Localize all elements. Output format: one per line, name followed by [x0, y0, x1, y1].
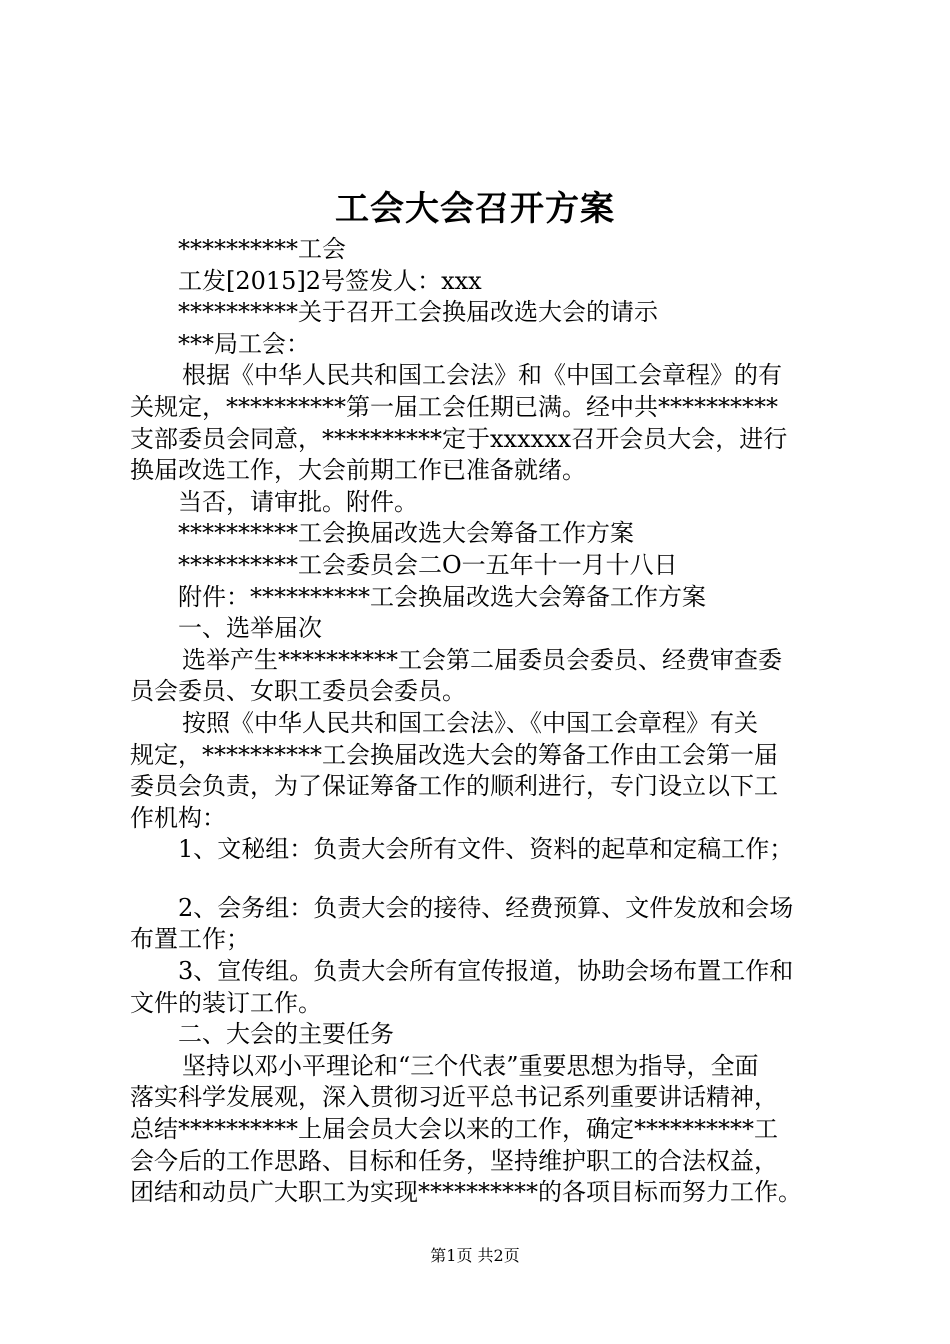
signature-line: **********工会委员会二O一五年十一月十八日	[178, 550, 678, 579]
list-item-continuation: 布置工作；	[130, 925, 250, 954]
paragraph-line: 委员会负责，为了保证筹备工作的顺利进行，专门设立以下工	[130, 772, 778, 801]
paragraph-line: 总结**********上届会员大会以来的工作，确定**********工	[130, 1115, 778, 1144]
paragraph-line: 根据《中华人民共和国工会法》和《中国工会章程》的有	[182, 361, 782, 390]
list-item: 3、宣传组。负责大会所有宣传报道，协助会场布置工作和	[178, 957, 794, 986]
paragraph-line: 坚持以邓小平理论和“三个代表”重要思想为指导，全面	[182, 1051, 759, 1080]
list-item-continuation: 文件的装订工作。	[130, 988, 322, 1017]
document-title: 工会大会召开方案	[335, 189, 615, 229]
section-heading: 二、大会的主要任务	[178, 1020, 394, 1049]
paragraph-line: 换届改选工作，大会前期工作已准备就绪。	[130, 456, 586, 485]
blank-line	[130, 866, 830, 893]
paragraph-line: 员会委员、女职工委员会委员。	[130, 677, 466, 706]
list-item: 2、会务组：负责大会的接待、经费预算、文件发放和会场	[178, 893, 794, 922]
document-body	[130, 234, 830, 1209]
paragraph-line: 会今后的工作思路、目标和任务，坚持维护职工的合法权益，	[130, 1146, 778, 1175]
section-heading: 一、选举届次	[178, 614, 322, 643]
list-item: 1、文秘组：负责大会所有文件、资料的起草和定稿工作；	[178, 835, 794, 864]
paragraph-line: 支部委员会同意，**********定于xxxxxx召开会员大会，进行	[130, 424, 788, 453]
paragraph-line: 选举产生**********工会第二届委员会委员、经费审查委	[182, 645, 782, 674]
page-indicator: 第1页 共2页	[430, 1246, 520, 1265]
paragraph-line: 按照《中华人民共和国工会法》、《中国工会章程》有关	[182, 708, 758, 737]
paragraph-line: 关规定，**********第一届工会任期已满。经中共**********	[130, 392, 778, 421]
request-title-line: **********关于召开工会换届改选大会的请示	[178, 298, 658, 327]
attachment-heading: 附件：**********工会换届改选大会筹备工作方案	[178, 582, 706, 611]
paragraph-line: 规定，**********工会换届改选大会的筹备工作由工会第一届	[130, 740, 778, 769]
addressee-line: ***局工会：	[178, 329, 310, 358]
issuer-line: **********工会	[178, 235, 346, 263]
document-number-line: 工发[2015]2号签发人：xxx	[178, 266, 482, 295]
attachment-line: **********工会换届改选大会筹备工作方案	[178, 519, 634, 548]
paragraph-line: 团结和动员广大职工为实现**********的各项目标而努力工作。	[130, 1178, 802, 1207]
paragraph-line: 作机构：	[130, 803, 226, 832]
paragraph-line: 当否，请审批。附件。	[178, 487, 418, 516]
paragraph-line: 落实科学发展观，深入贯彻习近平总书记系列重要讲话精神，	[130, 1083, 778, 1112]
